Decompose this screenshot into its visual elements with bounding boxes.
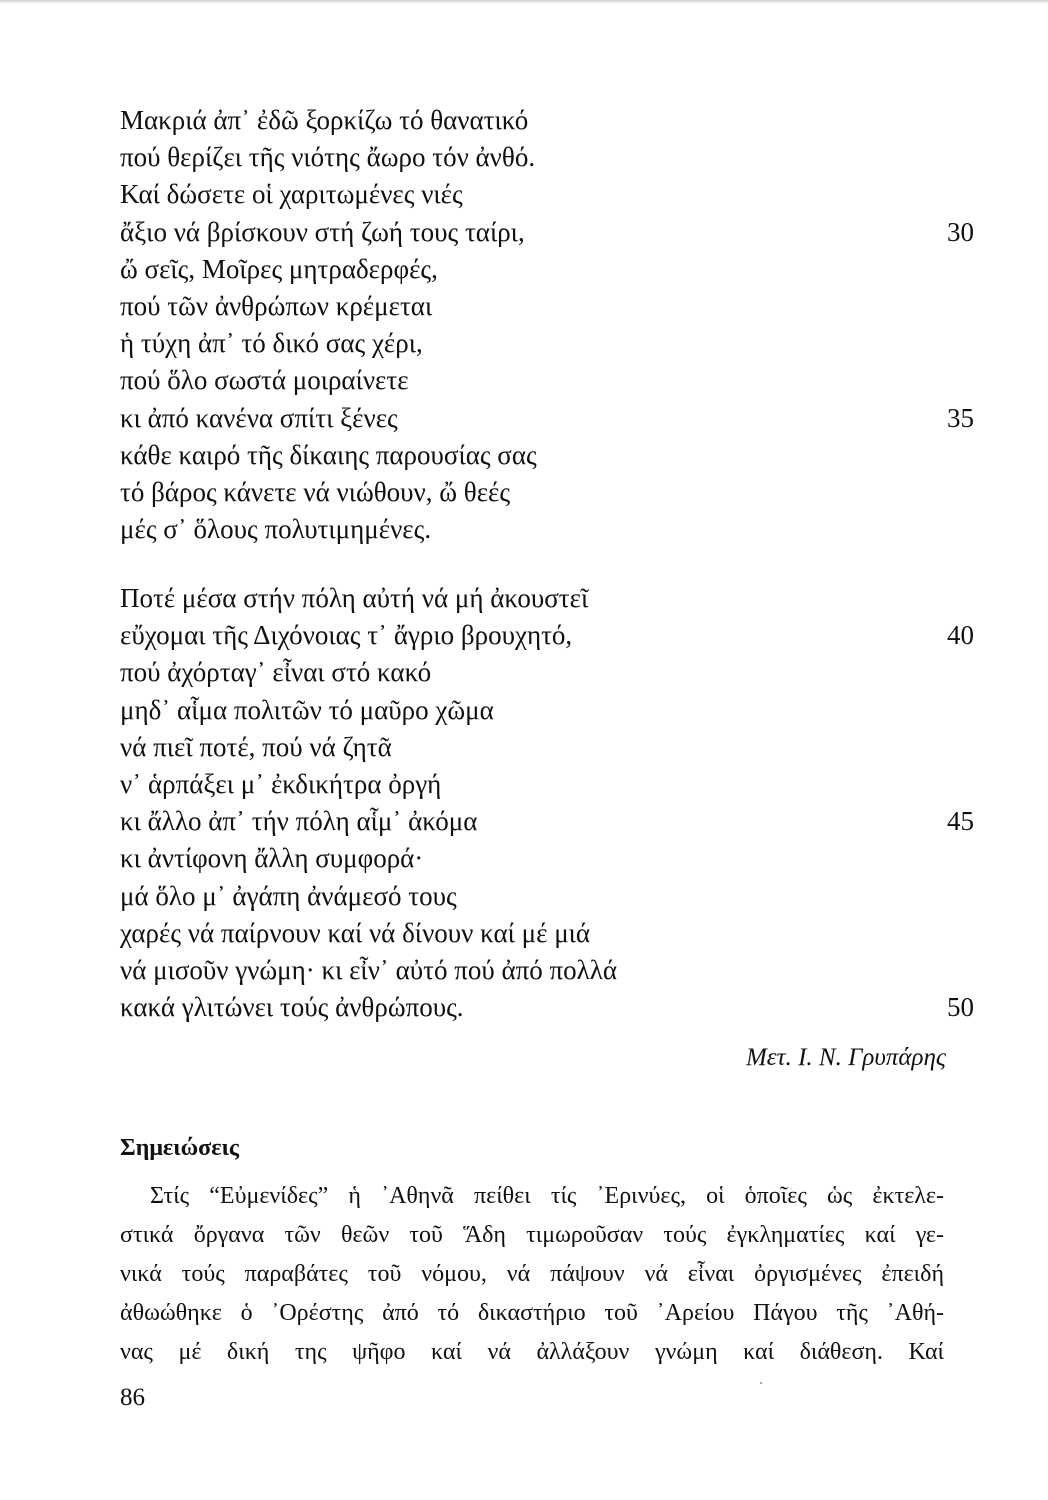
verse-text: Καί δώσετε οἱ χαριτωμένες νιές [120,179,463,210]
line-number: 45 [947,806,974,837]
verse-line [120,251,960,288]
line-number: 35 [947,402,974,433]
verse-text: νά πιεῖ ποτέ, πού νά ζητᾶ [120,731,392,762]
verse-text: κάθε καιρό τῆς δίκαιης παρουσίας σας [120,439,537,470]
line-number: 50 [947,992,974,1023]
verse-line [120,139,960,176]
verse-line [120,511,960,548]
verse-text: πού ἀχόρταγ᾽ εἶναι στό κακό [120,657,432,688]
verse-text: πού θερίζει τῆς νιότης ἄωρο τόν ἀνθό. [120,142,536,173]
verse-text: μηδ᾽ αἷμα πολιτῶν τό μαῦρο χῶμα [120,694,494,725]
verse-line [120,654,960,691]
scan-top-edge [0,0,1048,4]
verse-line [120,766,960,803]
notes-line: νας μέ δική της ψῆφο καί νά ἀλλάξουν γνώμη καί διάθεση. Καί [120,1339,944,1365]
stanza-1 [120,102,974,548]
verse-line [120,400,974,437]
verse-text: μές σ᾽ ὅλους πολυτιμημένες. [120,514,432,545]
verse-line [120,288,960,325]
verse-line [120,915,960,952]
verse-text: κι ἀντίφονη ἄλλη συμφορά· [120,843,424,874]
verse-text: κι ἀπό κανένα σπίτι ξένες [120,402,398,433]
notes-paragraph [120,1177,944,1372]
verse-text: νά μισοῦν γνώμη· κι εἶν᾽ αὐτό πού ἀπό πολλά [120,954,617,985]
line-number: 40 [947,620,974,651]
verse-line [120,617,974,654]
verse-text: χαρές νά παίρνουν καί νά δίνουν καί μέ μιά [120,917,591,948]
verse-line [120,437,960,474]
verse-text: ἄξιο νά βρίσκουν στή ζωή τους ταίρι, [120,216,525,247]
verse-text: κι ἄλλο ἀπ᾽ τήν πόλη αἷμ᾽ ἀκόμα [120,806,478,837]
verse-line [120,214,974,251]
verse-text: τό βάρος κάνετε νά νιώθουν, ὤ θεές [120,476,511,507]
verse-line [120,952,960,989]
stanza-2 [120,580,974,1026]
verse-text: εὔχομαι τῆς Διχόνοιας τ᾽ ἄγριο βρουχητό, [120,620,573,651]
line-number: 30 [947,216,974,247]
verse-text: μά ὅλο μ᾽ ἀγάπη ἀνάμεσό τους [120,880,457,911]
verse-text: ν᾽ ἁρπάξει μ᾽ ἐκδικήτρα ὀργή [120,768,442,799]
notes-line: ἀθωώθηκε ὁ ᾿Ορέστης ἀπό τό δικαστήριο τοῦ ᾿Αρείου Πάγου τῆς ᾿Αθή- [120,1300,944,1326]
verse-text: πού τῶν ἀνθρώπων κρέμεται [120,290,433,321]
verse-line [120,362,960,399]
verse-text: Ποτέ μέσα στήν πόλη αὐτή νά μή ἀκουστεῖ [120,583,589,613]
notes-line: Στίς “Εὐμενίδες” ἡ ᾿Αθηνᾶ πείθει τίς ᾿Ερινύες, οἱ ὁποῖες ὡς ἐκτελε- [150,1183,944,1209]
verse-line [120,325,960,362]
notes-line: νικά τούς παραβάτες τοῦ νόμου, νά πάψουν νά εἶναι ὀργισμένες ἐπειδή [120,1261,944,1287]
verse-line [120,102,960,139]
verse-line [120,729,960,766]
verse-line [120,840,960,877]
scan-speck [760,1382,762,1384]
verse-line [120,580,960,617]
notes-heading: Σημειώσεις [120,1135,240,1161]
verse-line [120,803,974,840]
verse-text: Μακριά ἀπ᾽ ἐδῶ ξορκίζω τό θανατικό [120,105,529,135]
verse-line [120,878,960,915]
verse-text: ὤ σεῖς, Μοῖρες μητραδερφές, [120,253,438,284]
verse-text: κακά γλιτώνει τούς ἀνθρώπους. [120,992,464,1023]
verse-text: ἡ τύχη ἀπ᾽ τό δικό σας χέρι, [120,328,423,359]
verse-line [120,176,960,213]
verse-line [120,474,960,511]
page-number: 86 [120,1384,145,1411]
notes-line: στικά ὄργανα τῶν θεῶν τοῦ Ἅδη τιμωροῦσαν τούς ἐγκληματίες καί γε- [120,1222,944,1248]
translator-credit: Μετ. Ι. Ν. Γρυπάρης [745,1044,946,1071]
verse-line [120,692,960,729]
verse-text: πού ὅλο σωστά μοιραίνετε [120,365,409,396]
verse-line [120,989,974,1026]
